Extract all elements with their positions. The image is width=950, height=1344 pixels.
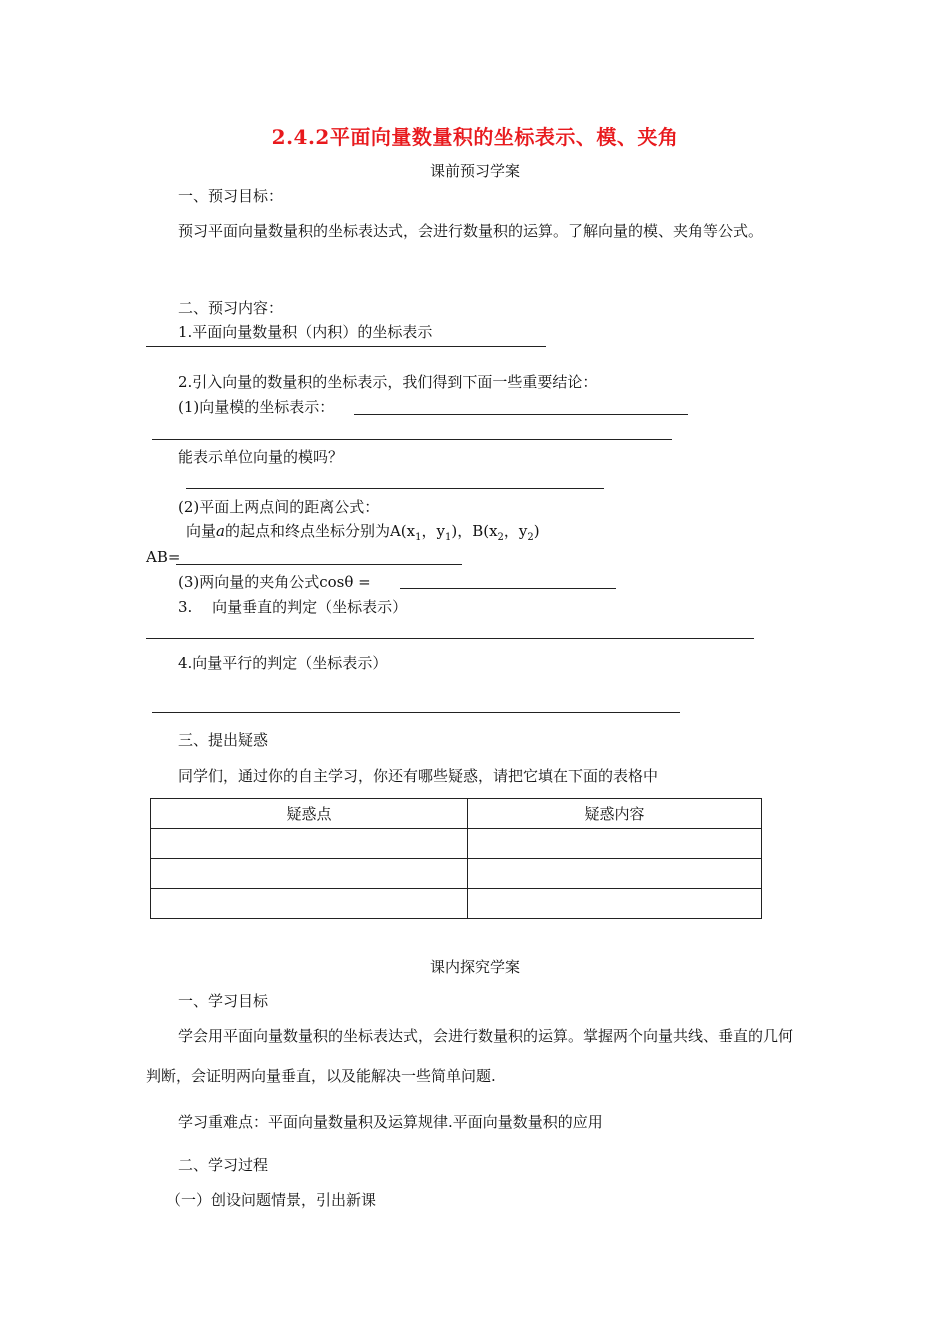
inclass-goal-text: 学会用平面向量数量积的坐标表达式，会进行数量积的运算。掌握两个向量共线、垂直的几何判断，会证明两向量垂直，以及能解决一些简单问题.	[146, 1027, 794, 1085]
doubt-label: 三、提出疑惑	[178, 731, 269, 749]
table-header-cell: 疑惑点	[151, 799, 468, 829]
doubt-table	[150, 798, 762, 919]
table-cell[interactable]	[151, 889, 468, 919]
process-label: 二、学习过程	[178, 1156, 269, 1174]
answer-line-1	[146, 346, 546, 347]
item-3: 3. 向量垂直的判定（坐标表示）	[178, 598, 408, 616]
item-2-1: (1)向量模的坐标表示：	[178, 398, 335, 416]
answer-line-3	[152, 439, 672, 440]
inclass-heading: 课内探究学案	[429, 958, 520, 976]
answer-line-4	[186, 488, 604, 489]
item-2-3: (3)两向量的夹角公式cosθ =	[178, 573, 371, 591]
preview-goal-text: 预习平面向量数量积的坐标表达式，会进行数量积的运算。了解向量的模、夹角等公式。	[178, 222, 764, 240]
preview-goal-label: 一、预习目标：	[178, 187, 284, 205]
distance-formula-text: 向量a的起点和终点坐标分别为$A(x_1$，$y_1$)，$B(x_2$，$y_2$)	[186, 522, 540, 543]
process-step-1: （一）创设问题情景，引出新课	[166, 1191, 377, 1209]
preview-content-label: 二、预习内容：	[178, 299, 284, 317]
inclass-goal-label: 一、学习目标	[178, 992, 269, 1010]
item-2-2: (2)平面上两点间的距离公式：	[178, 498, 380, 516]
answer-line-8	[152, 712, 680, 713]
table-header-row	[151, 799, 762, 829]
table-header-cell: 疑惑内容	[468, 799, 762, 829]
table-row	[151, 889, 762, 919]
table-cell[interactable]	[151, 829, 468, 859]
answer-line-6	[400, 588, 616, 589]
key-points: 学习重难点：平面向量数量积及运算规律.平面向量数量积的应用	[178, 1113, 603, 1131]
table-row	[151, 829, 762, 859]
preview-heading: 课前预习学案	[429, 162, 520, 180]
item-4: 4.向量平行的判定（坐标表示）	[178, 654, 388, 672]
unit-vector-question: 能表示单位向量的模吗？	[178, 448, 344, 466]
document-title: 2.4.2平面向量数量积的坐标表示、模、夹角	[271, 125, 679, 149]
table-cell[interactable]	[151, 859, 468, 889]
table-cell[interactable]	[468, 829, 762, 859]
item-2: 2.引入向量的数量积的坐标表示，我们得到下面一些重要结论：	[178, 373, 598, 391]
answer-line-5	[176, 564, 462, 565]
answer-line-7	[146, 638, 754, 639]
table-row	[151, 859, 762, 889]
table-cell[interactable]	[468, 889, 762, 919]
doubt-instruction: 同学们，通过你的自主学习，你还有哪些疑惑，请把它填在下面的表格中	[178, 767, 659, 785]
ab-label: AB=	[146, 548, 181, 566]
answer-line-2	[354, 414, 688, 415]
table-cell[interactable]	[468, 859, 762, 889]
item-1: 1.平面向量数量积（内积）的坐标表示	[178, 323, 433, 341]
